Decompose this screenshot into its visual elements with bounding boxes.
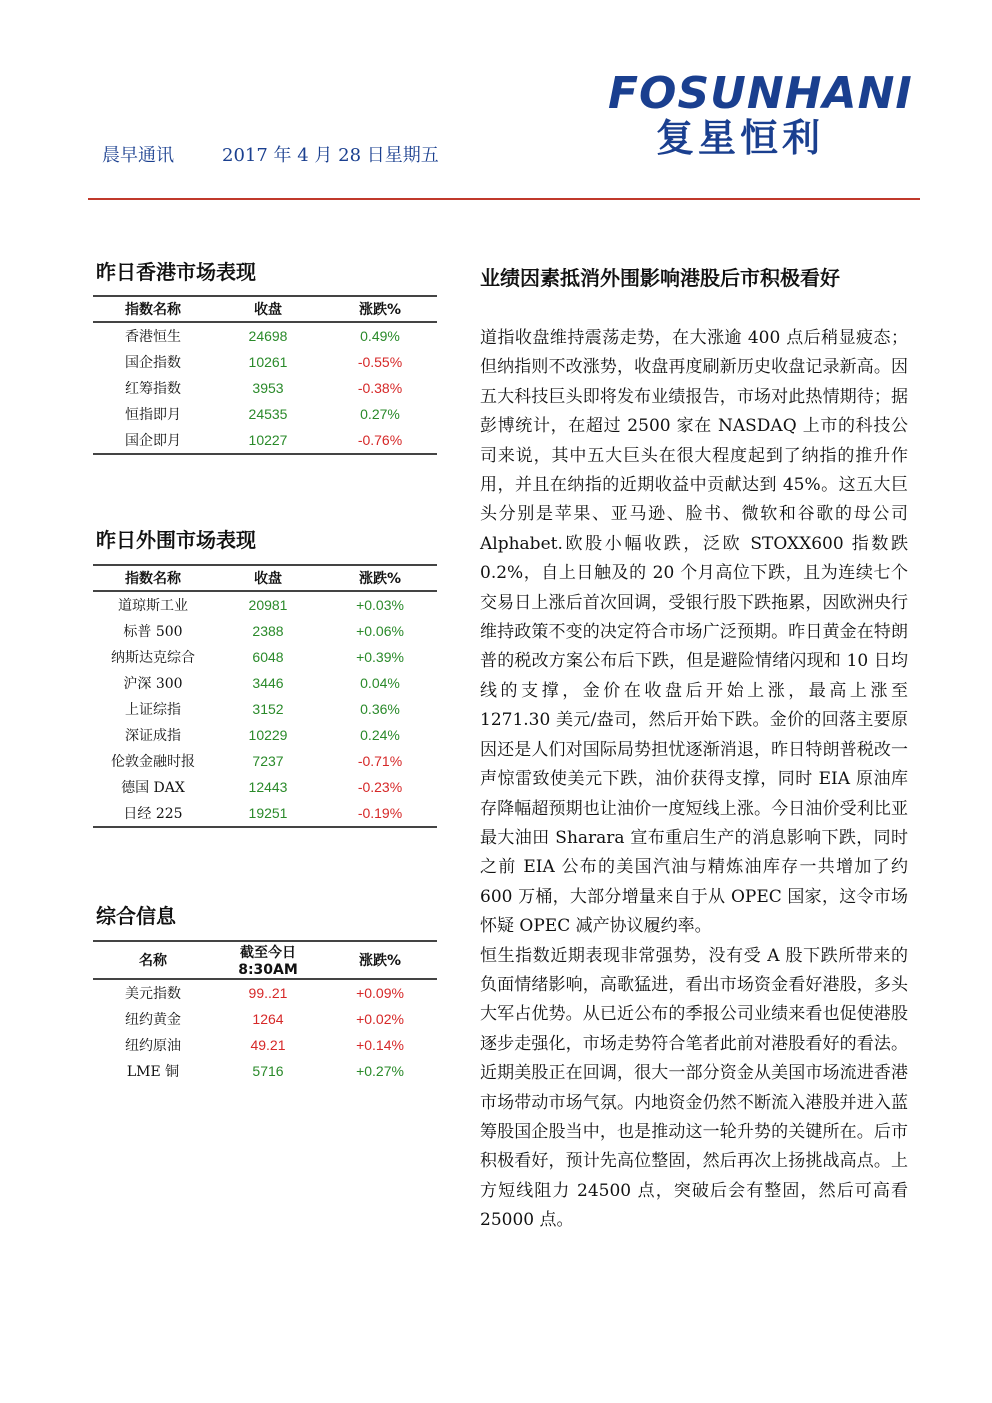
- newsletter-header: [102, 141, 439, 167]
- index-name: LME 铜: [126, 1064, 180, 1080]
- logo-chinese: 复星恒利: [656, 116, 825, 160]
- change-pct: -0.23%: [357, 779, 403, 795]
- col-header-name: 指数名称: [93, 296, 213, 322]
- change-pct: +0.03%: [356, 597, 404, 613]
- newsletter-date: 2017 年 4 月 28 日星期五: [222, 145, 439, 166]
- change-pct: 0.04%: [360, 675, 400, 691]
- general-info-title: 综合信息: [96, 904, 176, 928]
- index-name: 德国 DAX: [121, 780, 185, 796]
- close-value: 7237: [252, 753, 284, 769]
- logo-english: FOSUNHANI: [608, 68, 913, 119]
- close-value: 10229: [248, 727, 288, 743]
- index-name: 香港恒生: [125, 329, 181, 345]
- change-pct: +0.39%: [356, 649, 404, 665]
- close-value: 3446: [252, 675, 284, 691]
- index-name: 日经 225: [93, 800, 213, 827]
- change-pct: +0.06%: [356, 623, 404, 639]
- col-header-change: 涨跌%: [323, 565, 437, 591]
- close-value: 10261: [248, 354, 288, 370]
- close-value: 6048: [252, 649, 284, 665]
- close-value: 49.21: [250, 1037, 286, 1053]
- index-name: 国企即月: [93, 427, 213, 454]
- col-header-name: 指数名称: [93, 565, 213, 591]
- article-title: 业绩因素抵消外围影响港股后市积极看好: [480, 266, 840, 290]
- close-value: 19251: [213, 800, 323, 827]
- col-header-close: 截至今日 8:30AM: [213, 941, 323, 979]
- close-value: 99..21: [248, 985, 288, 1001]
- index-name: 上证综指: [125, 702, 181, 718]
- close-value: 5716: [252, 1063, 284, 1079]
- general-info-table: [93, 940, 437, 1084]
- index-name: 美元指数: [125, 986, 181, 1002]
- company-logo: [608, 68, 913, 162]
- table-row: [93, 349, 437, 375]
- table-row: [93, 670, 437, 696]
- change-pct: +0.09%: [356, 985, 404, 1001]
- table-row: [93, 774, 437, 800]
- close-value: 24535: [248, 406, 288, 422]
- close-value: 3152: [252, 701, 284, 717]
- change-pct: -0.19%: [323, 800, 437, 827]
- index-name: 标普 500: [123, 624, 183, 640]
- foreign-market-title: 昨日外围市场表现: [96, 528, 256, 552]
- hk-market-title: 昨日香港市场表现: [96, 260, 256, 284]
- foreign-market-table: [93, 564, 437, 828]
- change-pct: +0.27%: [356, 1063, 404, 1079]
- table-row: [93, 1032, 437, 1058]
- close-value: 12443: [248, 779, 288, 795]
- hk-market-table: [93, 295, 437, 455]
- header-divider: [88, 198, 920, 200]
- table-row: [93, 591, 437, 618]
- article-paragraph: 道指收盘维持震荡走势，在大涨逾 400 点后稍显疲态；但纳指则不改涨势，收盘再度刷新历史收盘记录新高。因五大科技巨头即将发布业绩报告，市场对此热情期待；据彭博统计，在超过 2500 家在 NASDAQ 上市的科技公司来说，其中五大巨头在很大程度起到了纳指的推升作用，并且在纳指的近期收益中贡献达到 45%。这五大巨头分别是苹果、亚马逊、脸书、微软和谷歌的母公司 Alphabet.欧股小幅收跌，泛欧 STOXX600 指数跌 0.2%，自上日触及的 20 个月高位下跌，且为连续七个交易日上涨后首次回调，受银行股下跌拖累，因欧洲央行维持政策不变的决定符合市场广泛预期。昨日黄金在特朗普的税改方案公布后下跌，但是避险情绪闪现和 10 日均线的支撑，金价在收盘后开始上涨，最高上涨至 1271.30 美元/盎司，然后开始下跌。金价的回落主要原因还是人们对国际局势担忧逐渐消退，昨日特朗普税改一声惊雷致使美元下跌，油价获得支撑，同时 EIA 原油库存降幅超预期也让油价一度短线上涨。今日油价受利比亚最大油田 Sharara 宣布重启生产的消息影响下跌，同时之前 EIA 公布的美国汽油与精炼油库存一共增加了约 600 万桶，大部分增量来自于从 OPEC 国家，这令市场怀疑 OPEC 减产协议履约率。: [480, 328, 908, 937]
- table-row: [93, 401, 437, 427]
- table-row: [93, 722, 437, 748]
- close-value: 10227: [213, 427, 323, 454]
- table-row: [93, 322, 437, 349]
- table-row: [93, 696, 437, 722]
- col-header-change: 涨跌%: [323, 296, 437, 322]
- change-pct: 0.24%: [360, 727, 400, 743]
- table-row: [93, 1058, 437, 1084]
- close-value: 2388: [252, 623, 284, 639]
- index-name: 纳斯达克综合: [111, 650, 195, 666]
- article-body: [480, 324, 908, 1236]
- change-pct: 0.36%: [360, 701, 400, 717]
- table-row: [93, 800, 437, 827]
- change-pct: +0.02%: [356, 1011, 404, 1027]
- index-name: 国企指数: [125, 355, 181, 371]
- change-pct: +0.14%: [356, 1037, 404, 1053]
- col-header-close: 收盘: [213, 296, 323, 322]
- index-name: 纽约黄金: [125, 1012, 181, 1028]
- table-row: [93, 1006, 437, 1032]
- change-pct: 0.49%: [360, 328, 400, 344]
- index-name: 道琼斯工业: [118, 598, 188, 614]
- table-row: [93, 618, 437, 644]
- change-pct: -0.55%: [357, 354, 403, 370]
- index-name: 红筹指数: [125, 381, 181, 397]
- col-header-name: 名称: [93, 941, 213, 979]
- index-name: 伦敦金融时报: [111, 754, 195, 770]
- table-row: [93, 427, 437, 454]
- change-pct: -0.38%: [357, 380, 403, 396]
- index-name: 沪深 300: [123, 676, 183, 692]
- col-header-close: 收盘: [213, 565, 323, 591]
- table-row: [93, 644, 437, 670]
- change-pct: -0.76%: [323, 427, 437, 454]
- close-value: 1264: [252, 1011, 284, 1027]
- table-row: [93, 979, 437, 1006]
- col-header-change: 涨跌%: [323, 941, 437, 979]
- index-name: 恒指即月: [125, 407, 181, 423]
- index-name: 深证成指: [125, 728, 181, 744]
- index-name: 纽约原油: [125, 1038, 181, 1054]
- newsletter-name: 晨早通讯: [102, 145, 174, 166]
- change-pct: 0.27%: [360, 406, 400, 422]
- table-row: [93, 375, 437, 401]
- close-value: 20981: [248, 597, 288, 613]
- change-pct: -0.71%: [357, 753, 403, 769]
- close-value: 24698: [248, 328, 288, 344]
- article-paragraph: 恒生指数近期表现非常强势，没有受 A 股下跌所带来的负面情绪影响，高歌猛进，看出市场资金看好港股，多头大军占优势。从已近公布的季报公司业绩来看也促使港股逐步走强化，市场走势符合笔者此前对港股看好的看法。近期美股正在回调，很大一部分资金从美国市场流进香港市场带动市场气氛。内地资金仍然不断流入港股并进入蓝筹股国企股当中，也是推动这一轮升势的关键所在。后市积极看好，预计先高位整固，然后再次上扬挑战高点。上方短线阻力 24500 点，突破后会有整固，然后可高看 25000 点。: [480, 945, 908, 1231]
- close-value: 3953: [252, 380, 284, 396]
- table-row: [93, 748, 437, 774]
